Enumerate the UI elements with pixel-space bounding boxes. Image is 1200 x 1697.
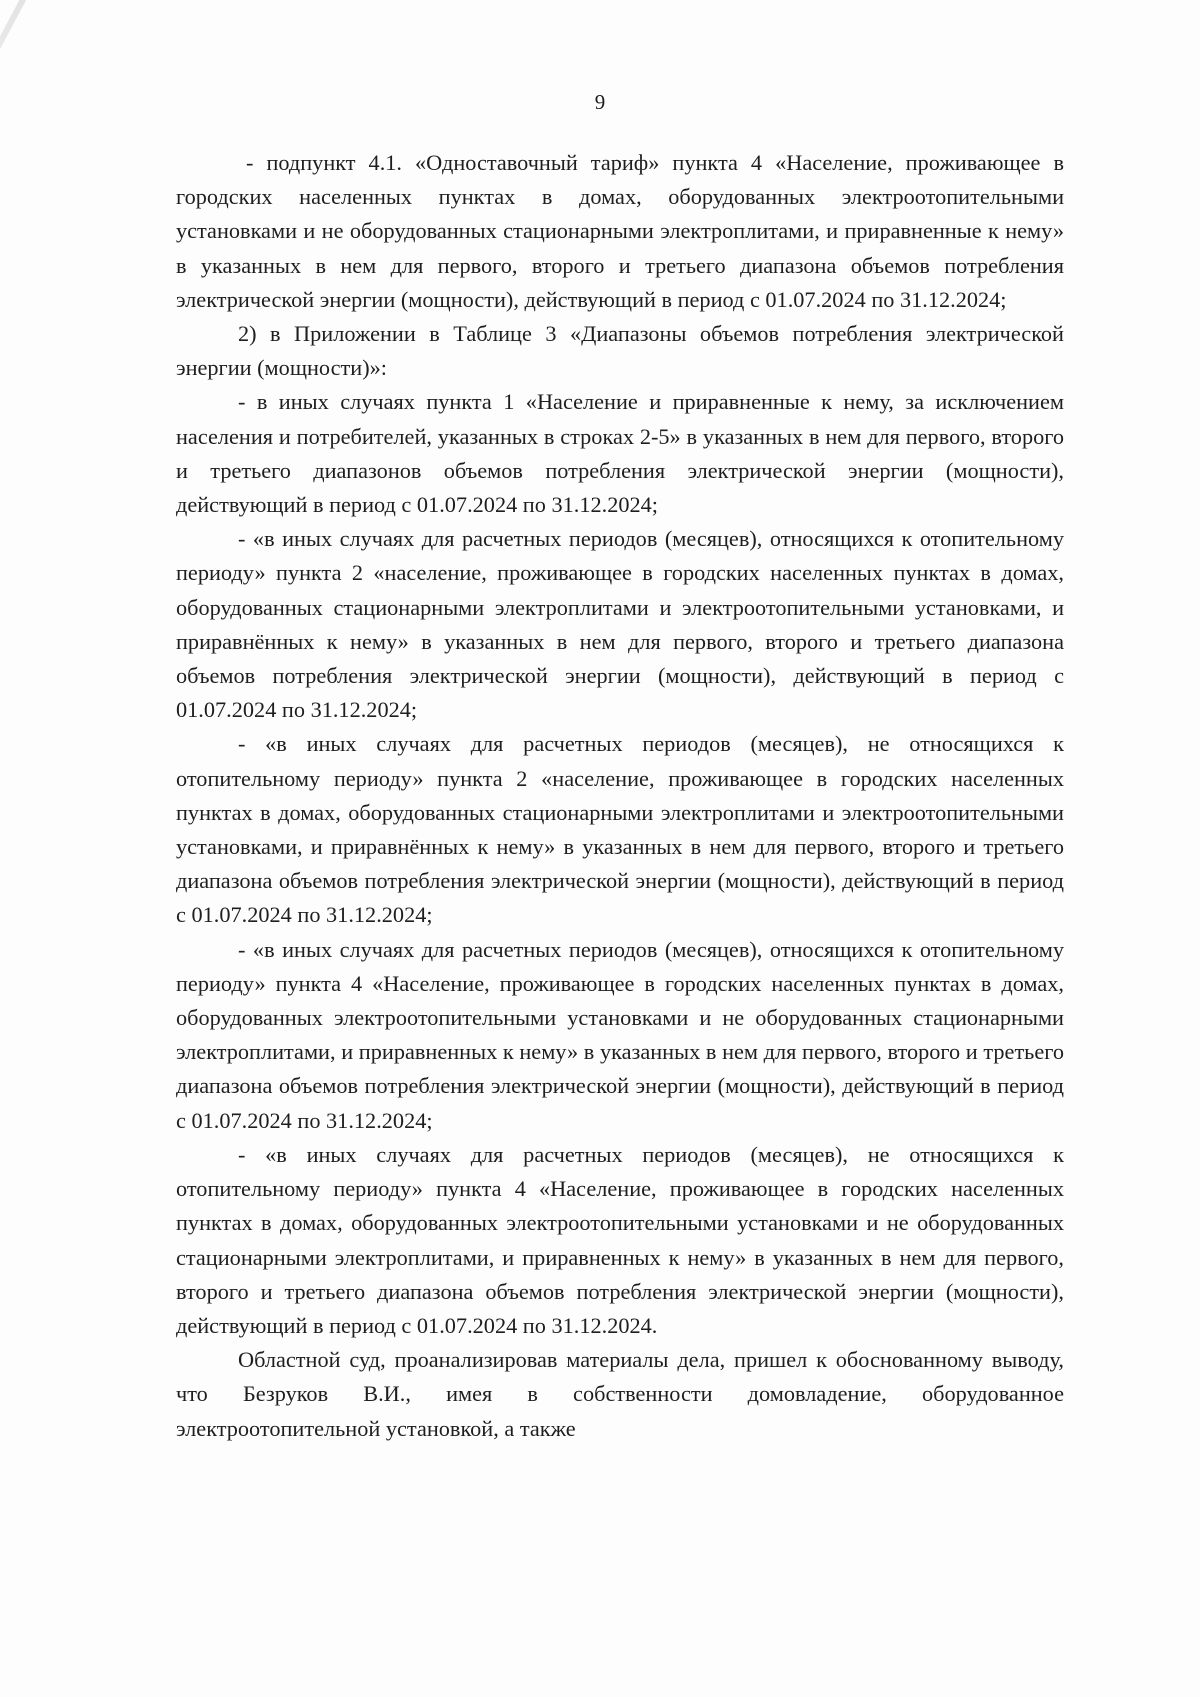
paragraph-court-conclusion: Областной суд, проанализировав материалы дела, пришел к обоснованному выводу, что Безруков В.И., имея в собственности домовладение, оборудованное электроотопительной установкой, а также — [176, 1347, 1064, 1441]
paragraph-subitem-4-1: - подпункт 4.1. «Одноставочный тариф» пункта 4 «Население, проживающее в городских населенных пунктах в домах, оборудованных электроотопительными установками и не оборудованных стационарными электроплитами, и приравненные к нему» в указанных в нем для первого, второго и третьего диапазона объемов потребления электрической энергии (мощности), действующий в период с 01.07.2024 по 31.12.2024; — [176, 150, 1064, 312]
paragraph-item-2-non-heating: - «в иных случаях для расчетных периодов (месяцев), не относящихся к отопительному периоду» пункта 2 «население, проживающее в городских населенных пунктах в домах, оборудованных стационарными электроплитами и электроотопительными установками, и приравнённых к нему» в указанных в нем для первого, второго и третьего диапазона объемов потребления электрической энергии (мощности), действующий в период с 01.07.2024 по 31.12.2024; — [176, 731, 1064, 928]
page-number: 9 — [594, 90, 606, 114]
paragraph-item-2-heating: - «в иных случаях для расчетных периодов (месяцев), относящихся к отопительному периоду» пункта 2 «население, проживающее в городских населенных пунктах в домах, оборудованных стационарными электроплитами и электроотопительными установками, и приравнённых к нему» в указанных в нем для первого, второго и третьего диапазона объемов потребления электрической энергии (мощности), действующий в период с 01.07.2024 по 31.12.2024; — [176, 526, 1064, 723]
paragraph-item-4-non-heating: - «в иных случаях для расчетных периодов (месяцев), не относящихся к отопительному периоду» пункта 4 «Население, проживающее в городских населенных пунктах в домах, оборудованных электроотопительными установками и не оборудованных стационарными электроплитами, и приравненных к нему» в указанных в нем для первого, второго и третьего диапазона объемов потребления электрической энергии (мощности), действующий в период с 01.07.2024 по 31.12.2024. — [176, 1141, 1064, 1338]
paragraph-item-1: - в иных случаях пункта 1 «Население и приравненные к нему, за исключением населения и потребителей, указанных в строках 2-5» в указанных в нем для первого, второго и третьего диапазонов объемов потребления электрической энергии (мощности), действующий в период с 01.07.2024 по 31.12.2024; — [176, 389, 1064, 518]
paragraph-appendix-table-3: 2) в Приложении в Таблице 3 «Диапазоны объемов потребления электрической энергии (мощности)»: — [176, 321, 1064, 381]
paragraph-item-4-heating: - «в иных случаях для расчетных периодов (месяцев), относящихся к отопительному периоду» пункта 4 «Население, проживающее в городских населенных пунктах в домах, оборудованных электроотопительными установками и не оборудованных стационарными электроплитами, и приравненных к нему» в указанных в нем для первого, второго и третьего диапазона объемов потребления электрической энергии (мощности), действующий в период с 01.07.2024 по 31.12.2024; — [176, 936, 1064, 1133]
document-body — [176, 146, 1064, 1446]
